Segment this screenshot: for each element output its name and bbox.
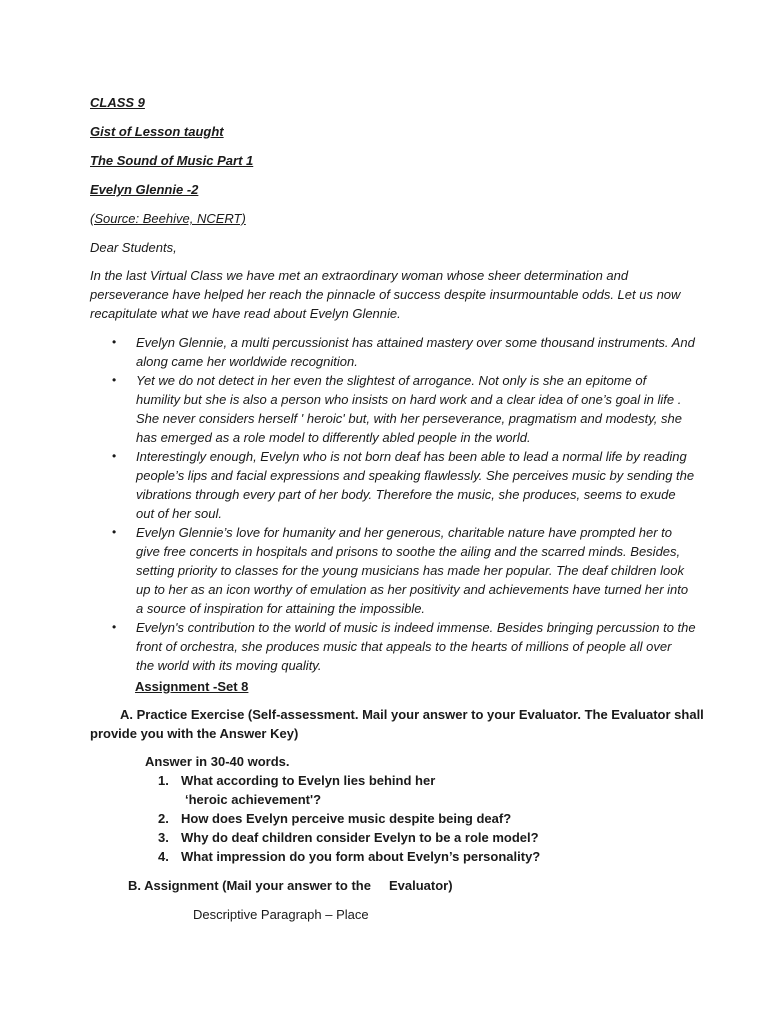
bullet-line: give free concerts in hospitals and prisons to soothe the ailing and the scarred minds. Besides,: [136, 544, 681, 559]
lesson-title: The Sound of Music Part 1: [90, 153, 254, 168]
bullet-line: the world with its moving quality.: [136, 658, 322, 673]
bullet-line: She never considers herself ' heroic' but, with her perseverance, pragmatism and modesty, she: [136, 411, 682, 426]
section-a-line1: A. Practice Exercise (Self-assessment. Mail your answer to your Evaluator. The Evaluator shall: [120, 707, 704, 722]
bullet-line: a source of inspiration for attaining the impossible.: [136, 601, 426, 616]
topic-title: Evelyn Glennie -2: [90, 182, 199, 197]
bullet-line: humility but she is also a person who insists on hard work and a clear idea of one’s goal in life .: [136, 392, 682, 407]
descriptive-paragraph-topic: Descriptive Paragraph – Place: [193, 907, 369, 922]
greeting: Dear Students,: [90, 240, 177, 255]
intro-line: perseverance have helped her reach the pinnacle of success despite insurmountable odds. Let us now: [90, 287, 681, 302]
bullet-line: out of her soul.: [136, 506, 222, 521]
question-text-continued: ‘heroic achievement'?: [185, 792, 322, 807]
bullet-line: vibrations through every part of her body. Therefore the music, she produces, seems to exude: [136, 487, 676, 502]
question-item: [158, 828, 539, 847]
answer-instruction: Answer in 30-40 words.: [145, 754, 290, 769]
class-heading: CLASS 9: [90, 95, 145, 110]
bullet-line: setting priority to classes for the young musicians has made her popular. The deaf children look: [136, 563, 684, 578]
source-note: (Source: Beehive, NCERT): [90, 211, 246, 226]
question-text: What impression do you form about Evelyn’s personality?: [181, 849, 541, 864]
bullet-line: Evelyn Glennie, a multi percussionist has attained mastery over some thousand instruments. And: [136, 335, 695, 350]
question-item: [158, 809, 511, 828]
intro-paragraph: [90, 266, 690, 323]
section-b-heading: B. Assignment (Mail your answer to the Evaluator): [128, 878, 453, 893]
question-item: [158, 847, 540, 866]
bullet-item: [112, 523, 712, 618]
bullet-line: has emerged as a role model to differently abled people in the world.: [136, 430, 531, 445]
section-a-line2: provide you with the Answer Key): [90, 726, 299, 741]
intro-line: In the last Virtual Class we have met an extraordinary woman whose sheer determination and: [90, 268, 629, 283]
bullet-line: Yet we do not detect in her even the slightest of arrogance. Not only is she an epitome of: [136, 373, 647, 388]
bullet-icon: •: [112, 620, 117, 634]
bullet-icon: •: [112, 449, 117, 463]
bullet-icon: •: [112, 525, 117, 539]
bullet-item: [112, 618, 712, 675]
bullet-item: [112, 333, 712, 371]
bullet-icon: •: [112, 335, 117, 349]
question-number: 2.: [158, 811, 169, 826]
bullet-item: [112, 371, 712, 447]
gist-heading: Gist of Lesson taught: [90, 124, 224, 139]
question-text: Why do deaf children consider Evelyn to be a role model?: [181, 830, 539, 845]
question-text: How does Evelyn perceive music despite being deaf?: [181, 811, 512, 826]
bullet-line: along came her worldwide recognition.: [136, 354, 358, 369]
bullet-line: Evelyn's contribution to the world of music is indeed immense. Besides bringing percussion to the: [136, 620, 696, 635]
bullet-line: front of orchestra, she produces music that appeals to the hearts of millions of people all over: [136, 639, 672, 654]
bullet-line: people’s lips and facial expressions and speaking flawlessly. She perceives music by sending the: [136, 468, 695, 483]
question-number: 3.: [158, 830, 169, 845]
question-number: 1.: [158, 773, 169, 788]
intro-line: recapitulate what we have read about Evelyn Glennie.: [90, 306, 401, 321]
bullet-line: up to her as an icon worthy of emulation as her positivity and achievements have turned her into: [136, 582, 689, 597]
summary-bullet-list: [112, 333, 712, 675]
question-text: What according to Evelyn lies behind her: [181, 773, 436, 788]
assignment-title: Assignment -Set 8: [135, 679, 249, 694]
bullet-line: Evelyn Glennie’s love for humanity and her generous, charitable nature have prompted her to: [136, 525, 672, 540]
question-item: [158, 771, 435, 790]
question-number: 4.: [158, 849, 169, 864]
bullet-icon: •: [112, 373, 117, 387]
bullet-line: Interestingly enough, Evelyn who is not born deaf has been able to lead a normal life by reading: [136, 449, 687, 464]
bullet-item: [112, 447, 712, 523]
